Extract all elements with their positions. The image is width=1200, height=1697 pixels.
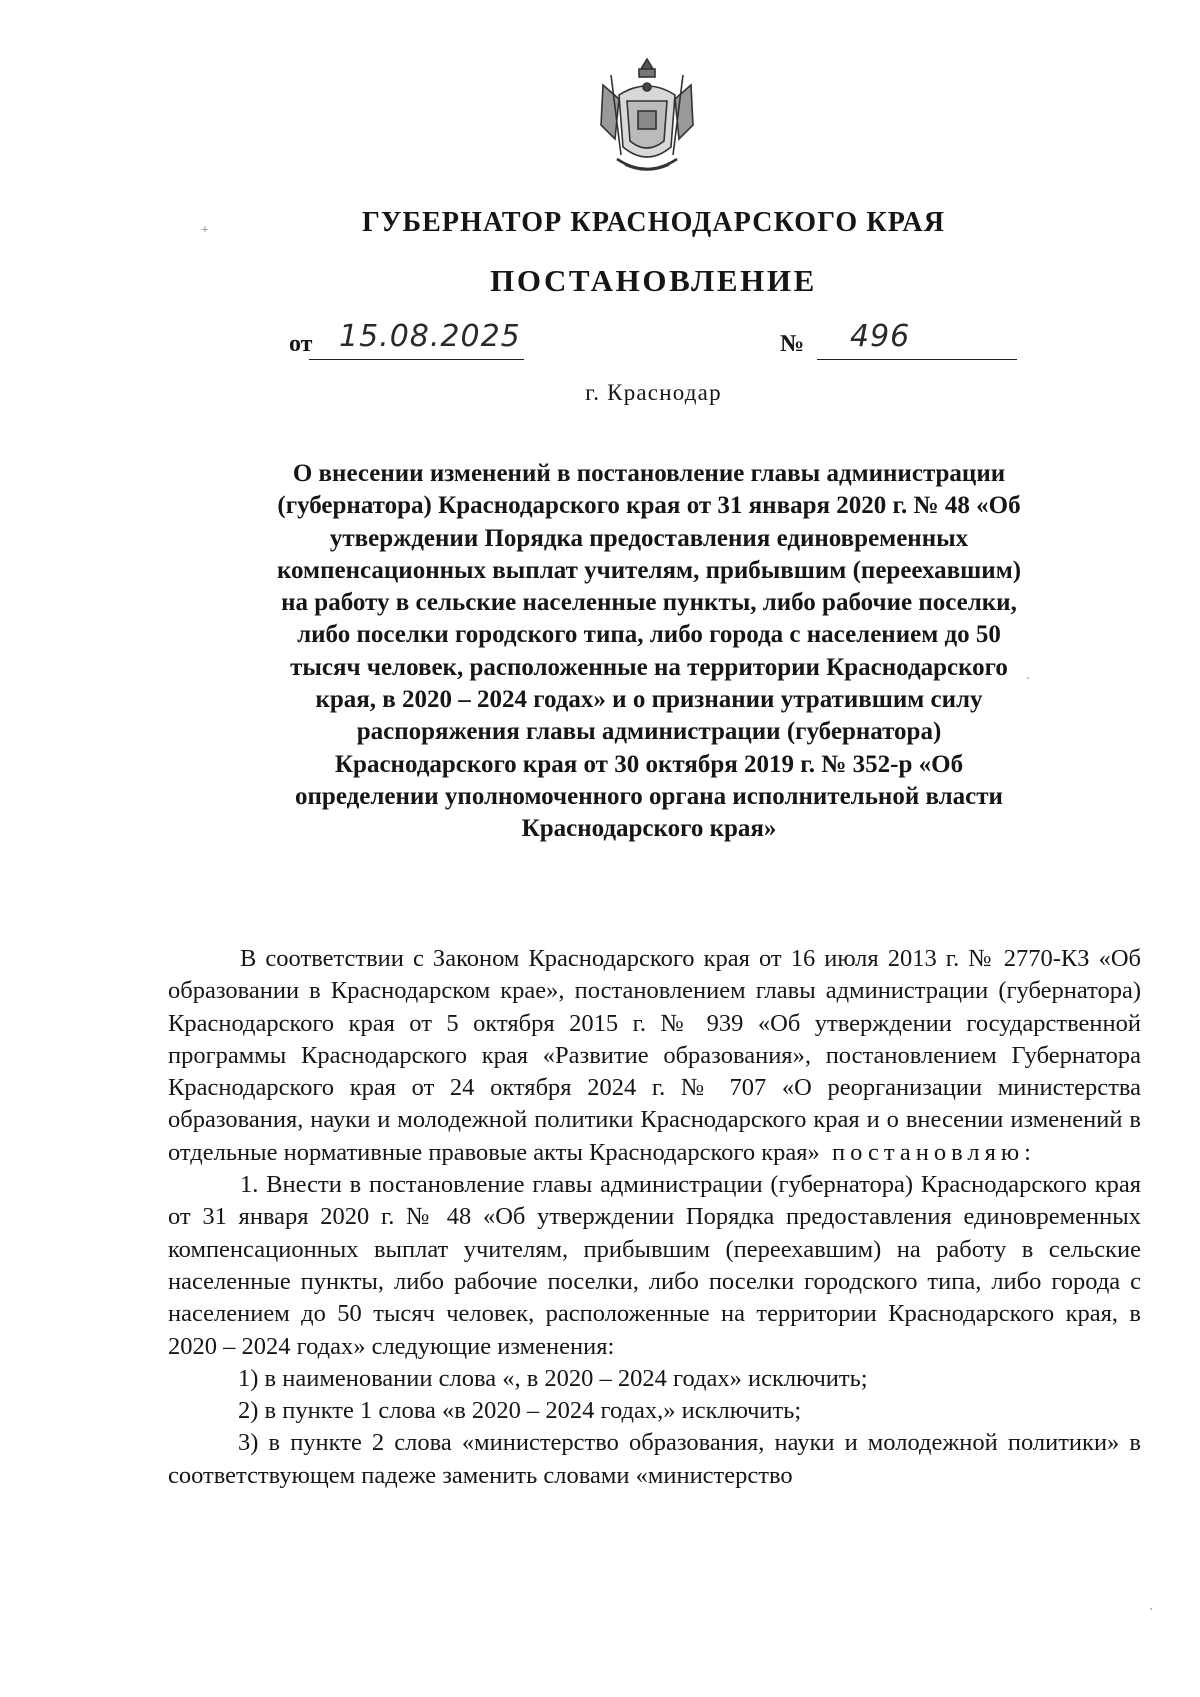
list-item-1: 1) в наименовании слова «, в 2020 – 2024 годах» исключить;	[238, 1364, 868, 1392]
document-subject: О внесении изменений в постановление главы администрации (губернатора) Краснодарского края от 31 января 2020 г. № 48 «Об утверждении Порядка предоставления единовременных компенсационных выплат учителям, прибывшим (переехавшим) на работу в сельские населенные пункты, либо рабочие поселки, либо поселки городского типа, либо города с населением до 50 тысяч человек, расположенные на территории Краснодарского края, в 2020 – 2024 годах» и о признании утратившим силу распоряжения главы администрации (губернатора) Краснодарского края от 30 октября 2019 г. № 352-р «Об определении уполномоченного органа исполнительной власти Краснодарского края»	[276, 460, 1022, 843]
preamble-text: В соответствии с Законом Краснодарского края от 16 июля 2013 г. № 2770-КЗ «Об образовании в Краснодарском крае», постановлением главы администрации (губернатора) Краснодарского края от 5 октября 2015 г. № 939 «Об утверждении государственной программы Краснодарского края «Развитие образования», постановлением Губернатора Краснодарского края от 24 октября 2024 г. № 707 «О реорганизации министерства образования, науки и молодежной политики Краснодарского края и о внесении изменений в отдельные нормативные правовые акты Краснодарского края»	[168, 945, 1141, 1166]
date-number-row	[289, 319, 1017, 365]
number-label: №	[780, 331, 805, 357]
decree-word: постановляю:	[832, 1138, 1036, 1166]
document-number: 496	[850, 319, 911, 354]
scan-speck	[1027, 677, 1029, 679]
document-type: ПОСТАНОВЛЕНИЕ	[490, 263, 817, 298]
document-date: 15.08.2025	[339, 319, 521, 354]
list-item-3: 3) в пункте 2 слова «министерство образования, науки и молодежной политики» в соответствующем падеже заменить словами «министерство	[168, 1429, 1141, 1489]
date-underline	[309, 359, 524, 360]
city: г. Краснодар	[585, 380, 722, 405]
number-underline	[817, 359, 1017, 360]
preamble-paragraph	[168, 943, 1141, 1169]
coat-of-arms-icon	[597, 55, 697, 181]
paragraph-1: 1. Внести в постановление главы администрации (губернатора) Краснодарского края от 31 января 2020 г. № 48 «Об утверждении Порядка предоставления единовременных компенсационных выплат учителям, прибывшим (переехавшим) на работу в сельские населенные пункты, либо рабочие поселки, либо поселки городского типа, либо города с населением до 50 тысяч человек, расположенные на территории Краснодарского края, в 2020 – 2024 годах» следующие изменения:	[168, 1171, 1141, 1360]
document-body	[168, 943, 1141, 1492]
list-item-2: 2) в пункте 1 слова «в 2020 – 2024 годах,» исключить;	[238, 1397, 802, 1425]
authority-title: ГУБЕРНАТОР КРАСНОДАРСКОГО КРАЯ	[361, 207, 946, 238]
date-label: от	[289, 331, 313, 357]
margin-mark: +	[201, 223, 209, 238]
scan-speck	[1150, 1608, 1152, 1610]
